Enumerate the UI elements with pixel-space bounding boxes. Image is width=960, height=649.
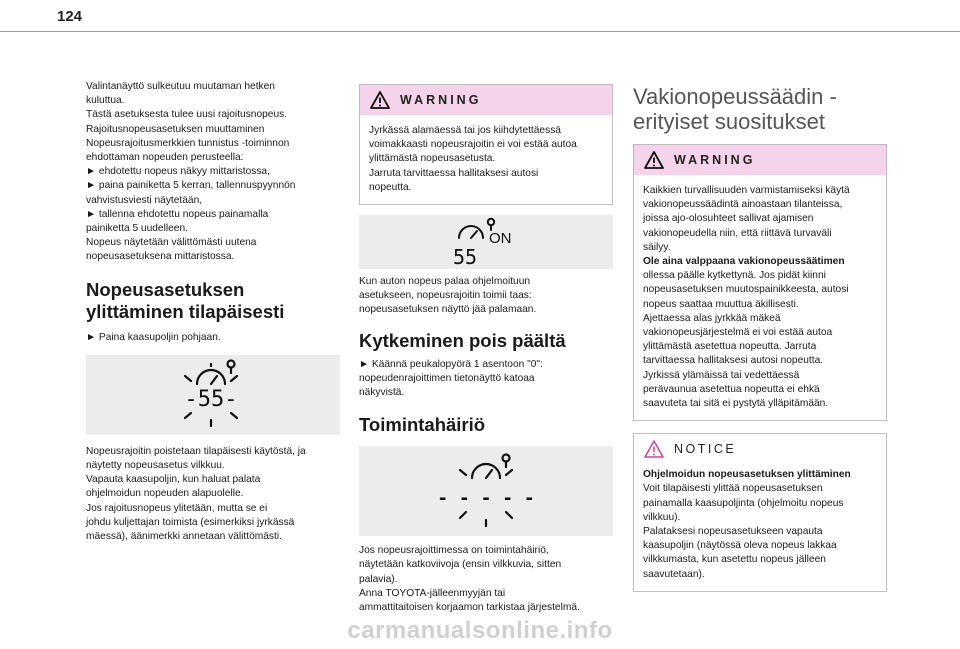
malfunction-dashes-icon (426, 448, 546, 534)
svg-text:ON: ON (489, 230, 512, 248)
warning-title: WARNING (400, 93, 482, 107)
warning-triangle-icon (644, 151, 664, 169)
notice-box (633, 433, 887, 592)
notice-text: Ohjelmoidun nopeusasetuksen ylittäminen Voit tilapäisesti ylittää nopeusasetuksen painamalla kaasupoljinta (ohjelmoitu nopeus vilkkuu). Palataksesi nopeusasetukseen vapauta kaasupoljin (näytössä oleva nopeus lakkaa vilkkumasta, kun asetettu nopeus jälleen saavutetaan). (643, 469, 851, 580)
warning-box-2 (633, 144, 887, 421)
warning-triangle-icon (370, 91, 390, 109)
notice-title: NOTICE (674, 442, 737, 457)
column-1 (86, 80, 340, 544)
warning-title: WARNING (674, 153, 756, 167)
resume-paragraph: Kun auton nopeus palaa ohjelmoituun asetukseen, nopeusrajoitin toimii taas: nopeusasetuksen näyttö jää palamaan. (359, 276, 537, 316)
section-heading-switch-off: Kytkeminen pois päältä (359, 329, 566, 351)
svg-text:55: 55 (453, 245, 478, 269)
after-override-paragraph: Nopeusrajoitin poistetaan tilapäisesti käytöstä, ja näytetty nopeusasetus vilkkuu. Vapauta kaasupoljin, kun haluat palata ohjelmoidun nopeuden alapuolelle. Jos rajoitusnopeus ylitetään, mutta se ei johdu kuljettajan toimista (esimerkiksi jyrkässä mäessä), äänimerkki annetaan välittömästi. (86, 445, 306, 543)
intro-paragraph: Valintanäyttö sulkeutuu muutaman hetken kuluttua. Tästä asetuksesta tulee uusi rajoitusnopeus. Rajoitusnopeusasetuksen muuttaminen Nopeusrajoitusmerkkien tunnistus -toiminnon ehdottaman nopeuden perusteella: ► ehdotettu nopeus näkyy mittaristossa, ► paina painiketta 5 kerran, tallennuspyynnön vahvistusviesti näytetään, ► tallenna ehdotettu nopeus painamalla painiketta 5 uudelleen. Nopeus näytetään välittömästi uutena nopeusasetuksena mittaristossa. (86, 81, 296, 263)
notice-triangle-icon (644, 440, 664, 458)
svg-text:- - - - -: - - - - - (437, 488, 535, 510)
section-heading-malfunction: Toimintahäiriö (359, 414, 486, 436)
column-2 (359, 84, 613, 615)
warning-header (360, 85, 612, 115)
blinking-speedometer-icon (153, 356, 273, 434)
section-heading-cruise-control: Vakionopeussäädin - erityiset suositukset (633, 84, 837, 134)
section-heading-temporary-override: Nopeusasetuksen ylittäminen tilapäisesti (86, 278, 285, 322)
top-divider (0, 31, 960, 32)
speed-limiter-on-icon (431, 216, 541, 268)
warning-text: Kaikkien turvallisuuden varmistamiseksi käytä vakionopeussäädintä ainoastaan tilanteissa, joissa ajo-olosuhteet sallivat ajamisen vakionopeudella niin, että riittävä turvaväli säilyy. Ole aina valppaana vakionopeussäätimen ollessa päälle kytkettynä. Jos pidät kiinni nopeusasetuksen muutospainikkeesta, autosi nopeus saattaa muuttua äkillisesti. Ajettaessa alas jyrkkää mäkeä vakionopeusjärjestelmä ei voi estää autoa ylittämästä asetettua nopeutta. Jarruta tarvittaessa hallitaksesi autosi nopeutta. Jyrkissä ylämäissä tai vedettäessä perävaunua asetettua nopeutta ei ehkä saavuteta tai sitä ei pystytä ylläpitämään. (643, 185, 850, 410)
column-3 (633, 84, 887, 592)
switch-off-paragraph: ► Käännä peukalopyörä 1 asentoon "0": nopeudenrajoittimen tietonäyttö katoaa näkyvistä. (359, 358, 543, 399)
step-text: ► Paina kaasupoljin pohjaan. (86, 331, 221, 343)
warning-header (634, 145, 886, 175)
malfunction-paragraph: Jos nopeusrajoittimessa on toimintahäiriö, näytetään katkoviivoja (ensin vilkkuvia, sitten palavia). Anna TOYOTA-jälleenmyyjän tai ammattitaitoisen korjaamon tarkistaa järjestelmä. (359, 545, 580, 614)
resume-illustration (359, 215, 613, 269)
warning-box-1 (359, 84, 613, 205)
svg-text:-55-: -55- (184, 386, 238, 412)
watermark-footer: carmanualsonline.info (347, 617, 613, 644)
warning-text: Jyrkässä alamäessä tai jos kiihdytettäessä voimakkaasti nopeusrajoitin ei voi estää autoa ylittämästä nopeusasetusta. Jarruta tarvittaessa hallitaksesi autosi nopeutta. (369, 125, 577, 193)
page-number: 124 (57, 8, 83, 25)
override-illustration (86, 355, 340, 435)
malfunction-illustration (359, 446, 613, 536)
notice-header (634, 434, 886, 464)
